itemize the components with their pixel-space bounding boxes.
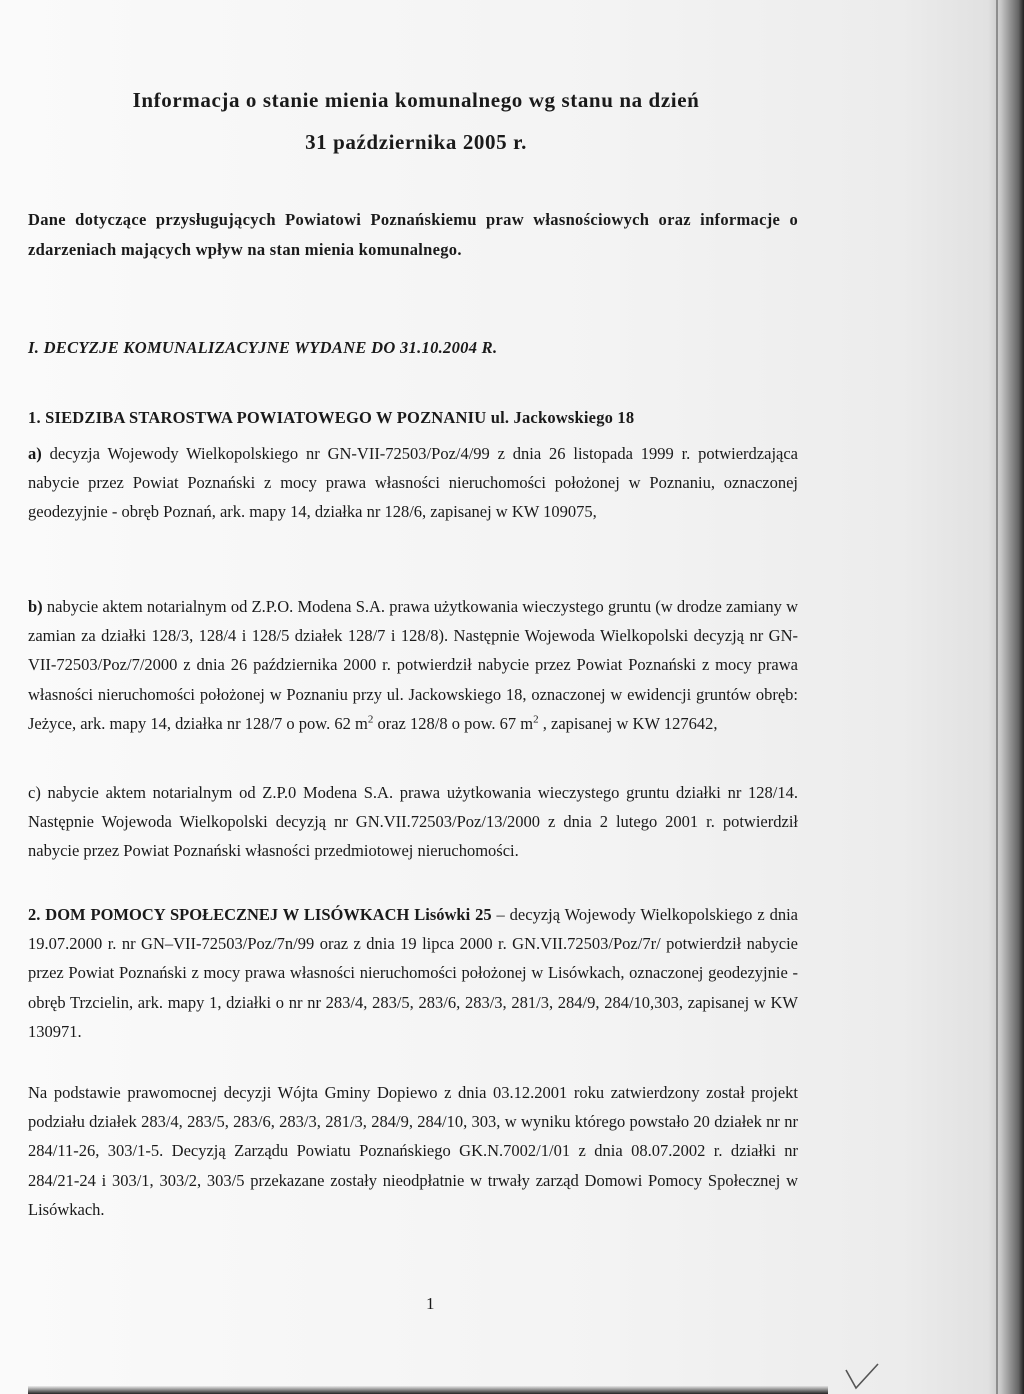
- scan-bottom-bar: [28, 1386, 828, 1394]
- item1-paragraph-c: [28, 778, 798, 866]
- item1-heading: 1. SIEDZIBA STAROSTWA POWIATOWEGO W POZNANIU ul. Jackowskiego 18: [28, 408, 635, 427]
- item1-paragraph-b-text-1: nabycie aktem notarialnym od Z.P.O. Modena S.A. prawa użytkowania wieczystego gruntu (w drodze zamiany w zamian za działki 128/3, 128/4 i 128/5 działek 128/7 i 128/8). Następnie Wojewoda Wielkopolski decyzją nr GN-VII-72503/Poz/7/2000 z dnia 26 października 2000 r. potwierdził nabycie przez Powiat Poznański z mocy prawa własności nieruchomości położonej w Poznaniu przy ul. Jackowskiego 18, oznaczonej w ewidencji gruntów obręb: Jeżyce, ark. mapy 14, działka nr 128/7 o pow. 62 m: [28, 597, 798, 733]
- scan-edge-line: [996, 0, 998, 1394]
- item2-heading: 2. DOM POMOCY SPOŁECZNEJ W LISÓWKACH Lisówki 25: [28, 905, 492, 924]
- item1-paragraph-c-label: c): [28, 783, 41, 802]
- item1-paragraph-b-sup-2: 2: [533, 713, 539, 726]
- intro-paragraph: Dane dotyczące przysługujących Powiatowi Poznańskiemu praw własnościowych oraz informacje o zdarzeniach mających wpływ na stan mienia komunalnego.: [28, 210, 798, 259]
- document-title-line1: Informacja o stanie mienia komunalnego wg stanu na dzień: [132, 88, 700, 112]
- item1-paragraph-c-text: nabycie aktem notarialnym od Z.P.0 Modena S.A. prawa użytkowania wieczystego gruntu działki nr 128/14. Następnie Wojewoda Wielkopolski decyzją nr GN.VII.72503/Poz/13/2000 z dnia 2 lutego 2001 r. potwierdził nabycie przez Powiat Poznański własności przedmiotowej nieruchomości.: [28, 783, 798, 861]
- document-title-line2: 31 października 2005 r.: [305, 130, 527, 154]
- scan-edge-shadow: [988, 0, 1024, 1394]
- item1-paragraph-a-label: a): [28, 444, 42, 463]
- item2-paragraph-a-text: – decyzją Wojewody Wielkopolskiego z dnia 19.07.2000 r. nr GN–VII-72503/Poz/7n/99 oraz z dnia 19 lipca 2000 r. GN.VII.72503/Poz/7r/ potwierdził nabycie przez Powiat Poznański z mocy prawa własności nieruchomości położonej w Lisówkach, oznaczonej geodezyjnie - obręb Trzcielin, ark. mapy 1, działki o nr nr 283/4, 283/5, 283/6, 283/3, 281/3, 284/9, 284/10,303, zapisanej w KW 130971.: [28, 905, 798, 1041]
- item1-paragraph-b-label: b): [28, 597, 43, 616]
- handwritten-tick-mark: [842, 1362, 882, 1390]
- item1-paragraph-a-text: decyzja Wojewody Wielkopolskiego nr GN-VII-72503/Poz/4/99 z dnia 26 listopada 1999 r. potwierdzająca nabycie przez Powiat Poznański z mocy prawa własności nieruchomości położonej w Poznaniu, oznaczonej geodezyjnie - obręb Poznań, ark. mapy 14, działka nr 128/6, zapisanej w KW 109075,: [28, 444, 798, 522]
- item1-paragraph-b-sup-1: 2: [367, 713, 374, 726]
- item1-paragraph-a: [28, 439, 798, 527]
- item2-paragraph-a: [28, 900, 798, 1046]
- item2-paragraph-b: Na podstawie prawomocnej decyzji Wójta Gminy Dopiewo z dnia 03.12.2001 roku zatwierdzony został projekt podziału działek 283/4, 283/5, 283/6, 283/3, 281/3, 284/9, 284/10, 303, w wyniku którego powstało 20 działek nr nr 284/11-26, 303/1-5. Decyzją Zarządu Powiatu Poznańskiego GK.N.7002/1/01 z dnia 08.07.2002 r. działki nr 284/21-24 i 303/1, 303/2, 303/5 przekazane zostały nieodpłatnie w trwały zarząd Domowi Pomocy Społecznej w Lisówkach.: [28, 1083, 798, 1219]
- item1-paragraph-b: [28, 592, 798, 738]
- page-number: 1: [426, 1294, 435, 1313]
- section-heading: I. DECYZJE KOMUNALIZACYJNE WYDANE DO 31.10.2004 R.: [28, 338, 498, 357]
- item1-paragraph-b-text-2: oraz 128/8 o pow. 67 m: [373, 713, 534, 733]
- item1-paragraph-b-text-3: , zapisanej w KW 127642,: [538, 713, 718, 733]
